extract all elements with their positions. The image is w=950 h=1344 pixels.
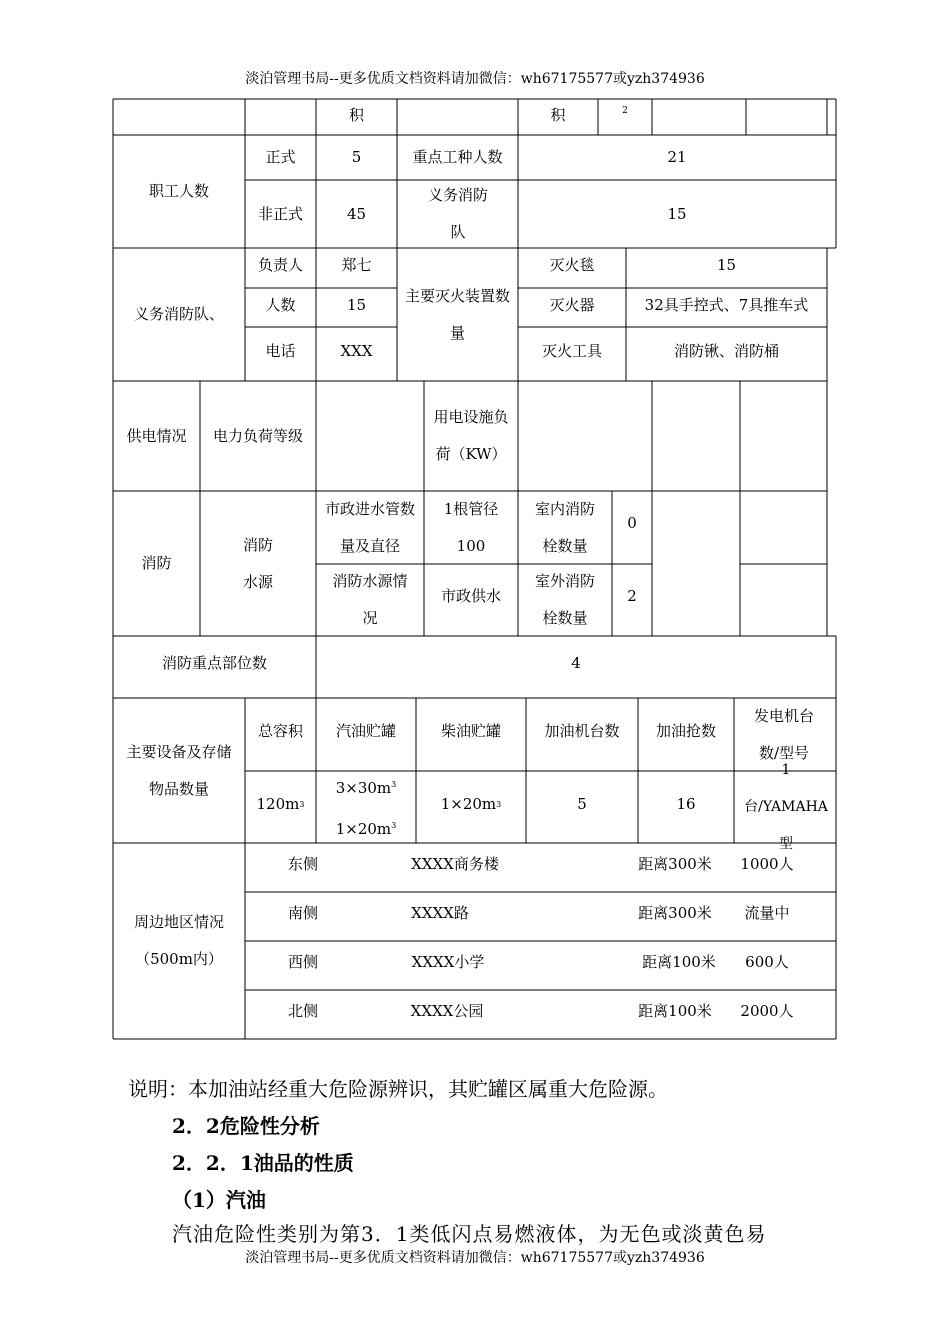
volunteer-value: 15	[667, 204, 687, 223]
leader-value: 郑七	[341, 255, 372, 274]
formal-value: 5	[351, 148, 362, 166]
col-nozzles: 加油抢数	[655, 721, 716, 740]
tools-value: 消防锹、消防桶	[673, 341, 779, 360]
nozzles-value: 16	[676, 794, 696, 813]
key-jobs-label: 重点工种人数	[412, 148, 503, 166]
key-parts-value: 4	[571, 654, 581, 672]
gasoline-tank-value: $3\times 30m^3$ $1\times 20m^3$	[335, 779, 397, 838]
fire-label: 消防	[141, 554, 172, 572]
indoor-hydrant-value: 0	[627, 513, 637, 532]
area-label-right: 积	[550, 105, 566, 124]
heading-gasoline: （1）汽油	[172, 1188, 266, 1212]
west-side: 西侧	[287, 952, 318, 971]
water-source-label: 消防水源	[242, 535, 273, 591]
key-jobs-value: 21	[667, 148, 687, 166]
extinguisher-label: 灭火器	[549, 295, 595, 314]
area-unit-sup: 2	[622, 106, 628, 116]
staff-label: 职工人数	[148, 182, 209, 200]
equipment-label: 主要设备及存储物品数量	[126, 742, 232, 798]
source-status-value: 市政供水	[440, 586, 501, 605]
east-note: 1000人	[740, 854, 794, 873]
south-distance: 距离300米	[638, 903, 712, 922]
total-volume-value: 120m 3	[256, 794, 305, 813]
generator-value: 1台/YAMAHA型	[744, 761, 828, 852]
note-paragraph: 说明：本加油站经重大危险源辨识，其贮罐区属重大危险源。	[128, 1077, 668, 1101]
main-pipe-value: 1根管径100	[443, 499, 499, 555]
col-diesel-tank: 柴油贮罐	[440, 721, 501, 740]
extinguisher-value: 32具手控式、7具推车式	[644, 295, 809, 314]
facility-load-label: 用电设施负荷（KW）	[433, 408, 509, 463]
diesel-tank-value: 1×20m 3	[440, 794, 502, 813]
east-place: XXXX商务楼	[411, 854, 499, 873]
informal-value: 45	[346, 204, 367, 223]
col-gasoline-tank: 汽油贮罐	[335, 721, 396, 740]
informal-label: 非正式	[257, 204, 303, 223]
blanket-label: 灭火毯	[549, 255, 595, 274]
west-distance: 距离100米	[642, 952, 716, 971]
south-note: 流量中	[744, 903, 790, 922]
source-status-label: 消防水源情况	[332, 572, 408, 627]
area-label-left: 积	[348, 105, 364, 124]
power-label: 供电情况	[126, 426, 187, 445]
tools-label: 灭火工具	[541, 341, 602, 360]
west-place: XXXX小学	[411, 952, 485, 971]
surroundings-label: 周边地区情况 （500m内）	[133, 913, 224, 968]
west-note: 600人	[745, 952, 789, 971]
count-value: 15	[346, 295, 367, 314]
page-footer: 淡泊管理书局--更多优质文档资料请加微信：wh67175577或yzh374936	[245, 1250, 705, 1266]
indoor-hydrant-label: 室内消防栓数量	[534, 499, 595, 555]
east-side: 东侧	[287, 854, 318, 873]
brigade-label: 义务消防队、	[133, 305, 224, 323]
gasoline-paragraph: 汽油危险性类别为第3．1类低闪点易燃液体，为无色或淡黄色易	[172, 1222, 767, 1246]
phone-value: XXX	[340, 341, 373, 360]
north-place: XXXX公园	[410, 1001, 484, 1020]
col-dispensers: 加油机台数	[544, 721, 620, 740]
east-distance: 距离300米	[638, 854, 712, 873]
load-grade-label: 电力负荷等级	[212, 426, 303, 445]
south-place: XXXX路	[411, 903, 469, 922]
north-note: 2000人	[740, 1001, 794, 1020]
south-side: 南侧	[287, 903, 318, 922]
col-generator: 发电机台数/型号	[753, 706, 814, 762]
equipment-count-label: 主要灭火装置数量	[404, 286, 510, 342]
blanket-value: 15	[716, 255, 737, 274]
north-side: 北侧	[287, 1001, 318, 1020]
col-total-volume: 总容积	[257, 721, 303, 740]
north-distance: 距离100米	[638, 1001, 712, 1020]
formal-label: 正式	[265, 148, 296, 166]
phone-label: 电话	[265, 341, 296, 360]
key-parts-label: 消防重点部位数	[161, 654, 267, 672]
dispensers-value: 5	[577, 794, 587, 813]
leader-label: 负责人	[257, 255, 303, 274]
page-header: 淡泊管理书局--更多优质文档资料请加微信：wh67175577或yzh374936	[245, 71, 705, 87]
heading-2-2-1: 2．2．1油品的性质	[172, 1151, 354, 1175]
heading-2-2: 2．2危险性分析	[172, 1114, 320, 1138]
outdoor-hydrant-label: 室外消防栓数量	[534, 572, 595, 627]
volunteer-label: 义务消防队	[427, 186, 488, 241]
count-label: 人数	[265, 295, 296, 314]
outdoor-hydrant-value: 2	[627, 586, 637, 605]
main-pipe-label: 市政进水管数量及直径	[324, 499, 415, 555]
